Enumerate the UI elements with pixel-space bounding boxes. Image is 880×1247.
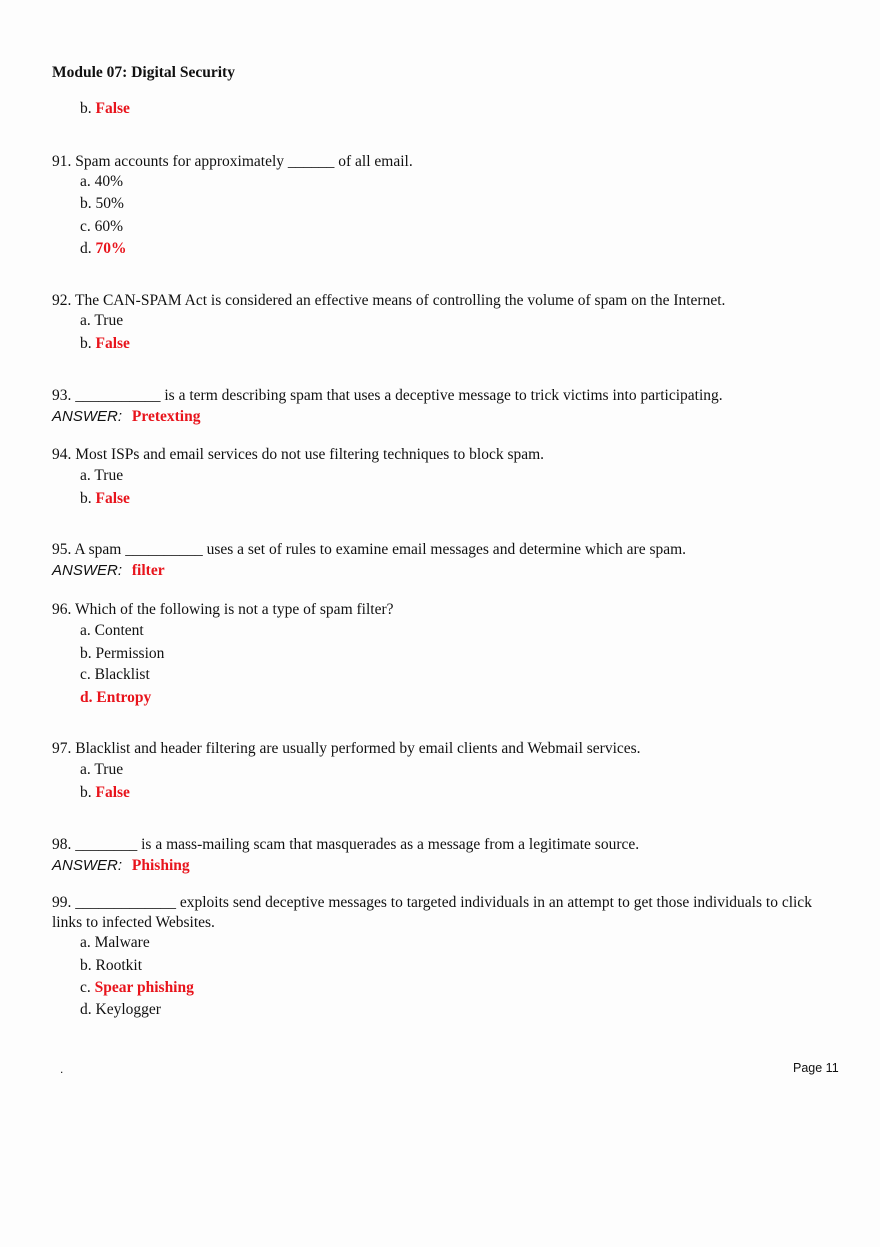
- q99-option-b: [80, 956, 142, 976]
- option-letter: b.: [80, 645, 92, 662]
- correct-answer: Entropy: [96, 689, 152, 706]
- option-letter: b.: [80, 195, 92, 212]
- option-letter: b.: [80, 335, 92, 352]
- option-letter: c.: [80, 979, 91, 996]
- correct-answer: False: [95, 335, 130, 352]
- page-number: Page 11: [793, 1061, 839, 1075]
- option-letter: a.: [80, 173, 91, 190]
- option-text: Content: [94, 622, 144, 639]
- q91-option-c: [80, 217, 123, 237]
- correct-answer: Phishing: [131, 857, 190, 874]
- option-letter: d.: [80, 1001, 92, 1018]
- option-letter: a.: [80, 761, 91, 778]
- option-text: Keylogger: [95, 1001, 161, 1018]
- q97-option-b: [80, 783, 130, 803]
- answer-label: ANSWER:: [52, 857, 123, 874]
- option-letter: b.: [80, 957, 92, 974]
- option-letter: c.: [80, 666, 91, 683]
- q95-answer: [52, 561, 165, 581]
- correct-answer: False: [95, 490, 130, 507]
- option-letter: b.: [80, 100, 92, 117]
- option-letter: a.: [80, 467, 91, 484]
- correct-answer: filter: [131, 562, 165, 579]
- q97-option-a: [80, 760, 123, 780]
- q93-answer: [52, 407, 200, 427]
- correct-answer: Spear phishing: [94, 979, 194, 996]
- q99-option-c: [80, 978, 194, 998]
- q96-option-c: [80, 665, 150, 685]
- option-carry-b: [80, 99, 130, 119]
- question-91: 91. Spam accounts for approximately ______ of all email.: [52, 153, 413, 170]
- option-text: Permission: [95, 645, 165, 662]
- q96-option-d: [80, 688, 151, 708]
- answer-label: ANSWER:: [52, 562, 123, 579]
- option-text: Malware: [94, 934, 150, 951]
- question-93: 93. ___________ is a term describing spam that uses a deceptive message to trick victims into participating.: [52, 387, 723, 404]
- q91-option-d: [80, 239, 127, 259]
- footer-dot: .: [60, 1062, 64, 1076]
- option-letter: d.: [80, 240, 92, 257]
- answer-label: ANSWER:: [52, 408, 123, 425]
- option-letter: d.: [80, 689, 93, 706]
- q94-option-b: [80, 489, 130, 509]
- option-text: True: [94, 467, 124, 484]
- q99-option-d: [80, 1000, 161, 1020]
- q96-option-b: [80, 644, 164, 664]
- q91-option-a: [80, 172, 123, 192]
- option-text: 50%: [95, 195, 124, 212]
- question-92: 92. The CAN-SPAM Act is considered an effective means of controlling the volume of spam on the Internet.: [52, 292, 726, 309]
- option-letter: a.: [80, 622, 91, 639]
- correct-answer: Pretexting: [131, 408, 201, 425]
- question-99: 99. _____________ exploits send deceptive messages to targeted individuals in an attempt to get those individuals to click links to infected Websites.: [52, 894, 812, 931]
- option-letter: a.: [80, 312, 91, 329]
- option-letter: b.: [80, 784, 92, 801]
- question-98: 98. ________ is a mass-mailing scam that masquerades as a message from a legitimate source.: [52, 836, 640, 853]
- q92-option-b: [80, 334, 130, 354]
- question-97: 97. Blacklist and header filtering are usually performed by email clients and Webmail services.: [52, 740, 641, 757]
- question-96: 96. Which of the following is not a type of spam filter?: [52, 601, 394, 618]
- option-text: 60%: [94, 218, 124, 235]
- q92-option-a: [80, 311, 123, 331]
- q96-option-a: [80, 621, 144, 641]
- option-text: True: [94, 761, 124, 778]
- question-95: 95. A spam __________ uses a set of rules to examine email messages and determine which are spam.: [52, 541, 687, 558]
- correct-answer: 70%: [95, 240, 127, 257]
- option-letter: b.: [80, 490, 92, 507]
- q99-option-a: [80, 933, 150, 953]
- module-title: Module 07: Digital Security: [52, 64, 235, 81]
- option-text: 40%: [94, 173, 124, 190]
- option-text: Rootkit: [95, 957, 143, 974]
- q98-answer: [52, 856, 190, 876]
- q91-option-b: [80, 194, 124, 214]
- correct-answer: False: [95, 100, 130, 117]
- option-text: Blacklist: [94, 666, 150, 683]
- option-letter: a.: [80, 934, 91, 951]
- correct-answer: False: [95, 784, 130, 801]
- option-text: True: [94, 312, 124, 329]
- question-94: 94. Most ISPs and email services do not use filtering techniques to block spam.: [52, 446, 545, 463]
- option-letter: c.: [80, 218, 91, 235]
- q94-option-a: [80, 466, 123, 486]
